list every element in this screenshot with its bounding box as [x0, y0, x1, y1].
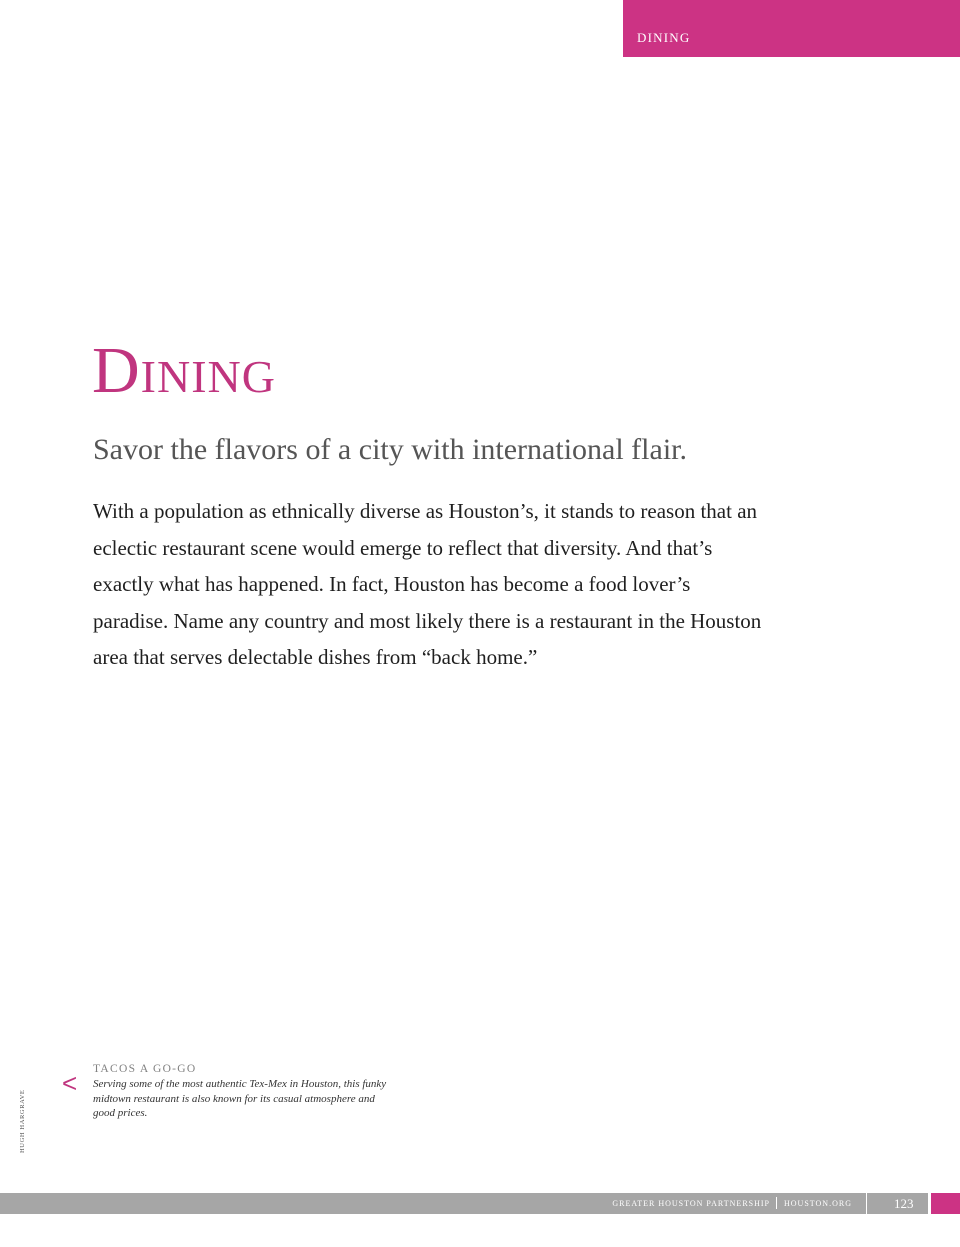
caption-arrow-icon: < — [62, 1068, 78, 1098]
footer-partnership: GREATER HOUSTON PARTNERSHIP — [612, 1199, 770, 1208]
section-tab — [623, 0, 960, 57]
footer-accent-block — [931, 1193, 960, 1214]
caption-text: Serving some of the most authentic Tex-Mex in Houston, this funky midtown restaurant is also known for its casual atmosphere and good prices. — [93, 1078, 387, 1119]
caption-title: TACOS A GO-GO — [93, 1063, 197, 1075]
footer-divider — [776, 1197, 777, 1209]
photo-credit: HUGH HARGRAVE — [19, 1089, 26, 1153]
footer-bar — [0, 1193, 928, 1214]
page-number: 123 — [894, 1196, 914, 1211]
photo-caption — [93, 1062, 393, 1121]
footer-page-box — [866, 1193, 928, 1214]
page-subtitle: Savor the flavors of a city with international flair. — [93, 433, 687, 466]
intro-paragraph: With a population as ethnically diverse as Houston’s, it stands to reason that an eclectic restaurant scene would emerge to reflect that diversity. And that’s exactly what has happened. In fact, Houston has become a food lover’s paradise. Name any country and most likely there is a restaurant in the Houston area that serves delectable dishes from “back home.” — [93, 499, 762, 670]
section-label: DINING — [637, 30, 691, 45]
page-title: Dining — [92, 334, 276, 407]
footer-site-link[interactable]: HOUSTON.ORG — [784, 1199, 852, 1208]
